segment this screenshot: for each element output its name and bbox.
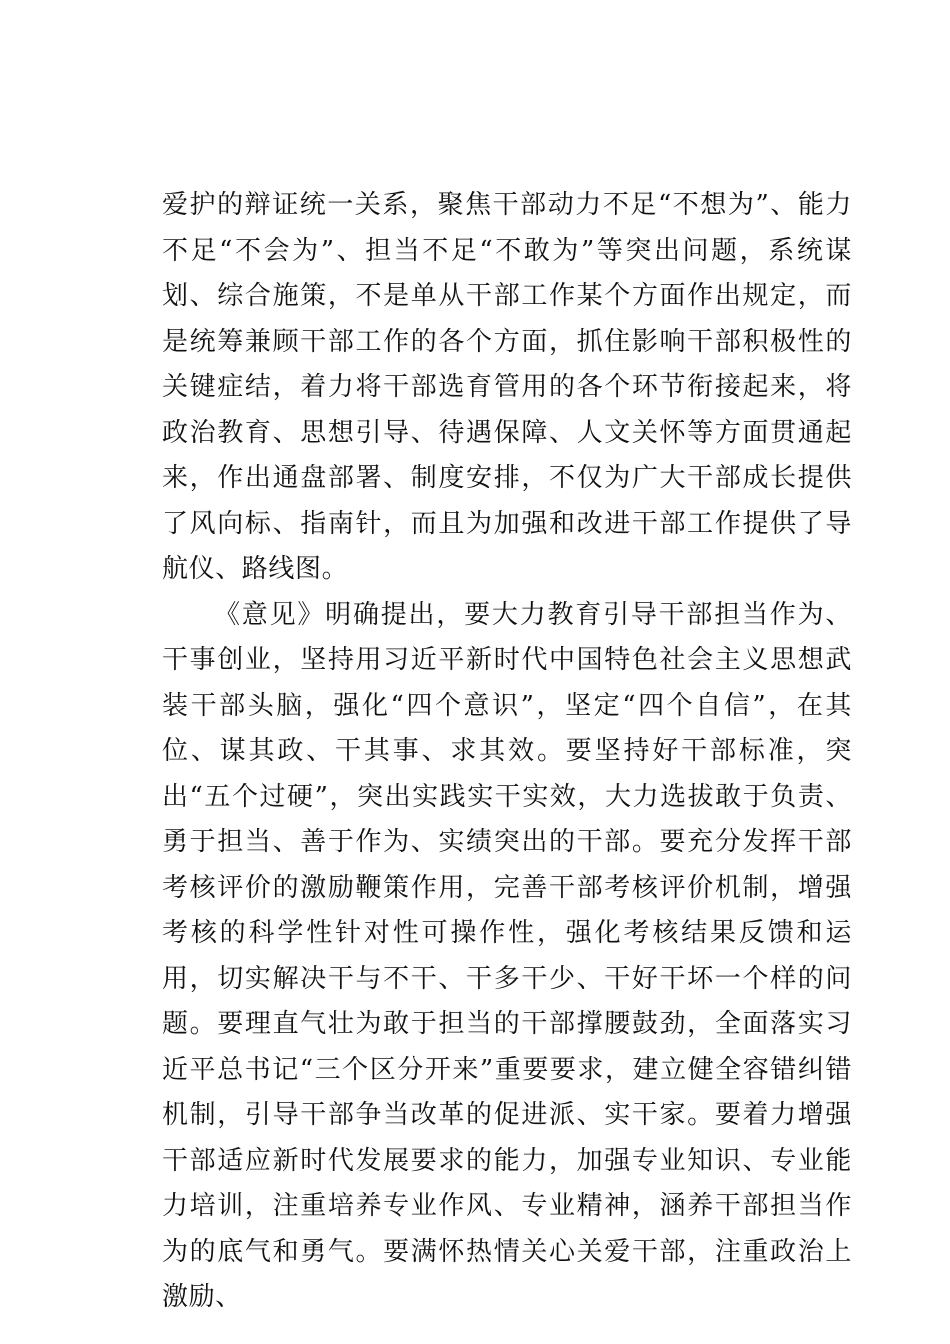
document-body [162, 183, 852, 1321]
paragraph-opinion: 《意见》明确提出，要大力教育引导干部担当作为、干事创业，坚持用习近平新时代中国特色社会主义思想武装干部头脑，强化“四个意识”，坚定“四个自信”，在其位、谋其政、干其事、求其效。要坚持好干部标准，突出“五个过硬”，突出实践实干实效，大力选拔敢于负责、勇于担当、善于作为、实绩突出的干部。要充分发挥干部考核评价的激励鞭策作用，完善干部考核评价机制，增强考核的科学性针对性可操作性，强化考核结果反馈和运用，切实解决干与不干、干多干少、干好干坏一个样的问题。要理直气壮为敢于担当的干部撑腰鼓劲，全面落实习近平总书记“三个区分开来”重要要求，建立健全容错纠错机制，引导干部争当改革的促进派、实干家。要着力增强干部适应新时代发展要求的能力，加强专业知识、专业能力培训，注重培养专业作风、专业精神，涵养干部担当作为的底气和勇气。要满怀热情关心关爱干部，注重政治上激励、 [162, 599, 852, 1312]
paragraph-continued: 爱护的辩证统一关系，聚焦干部动力不足“不想为”、能力不足“不会为”、担当不足“不敢为”等突出问题，系统谋划、综合施策，不是单从干部工作某个方面作出规定，而是统筹兼顾干部工作的各个方面，抓住影响干部积极性的关键症结，着力将干部选育管用的各个环节衔接起来，将政治教育、思想引导、待遇保障、人文关怀等方面贯通起来，作出通盘部署、制度安排，不仅为广大干部成长提供了风向标、指南针，而且为加强和改进干部工作提供了导航仪、路线图。 [162, 190, 852, 584]
